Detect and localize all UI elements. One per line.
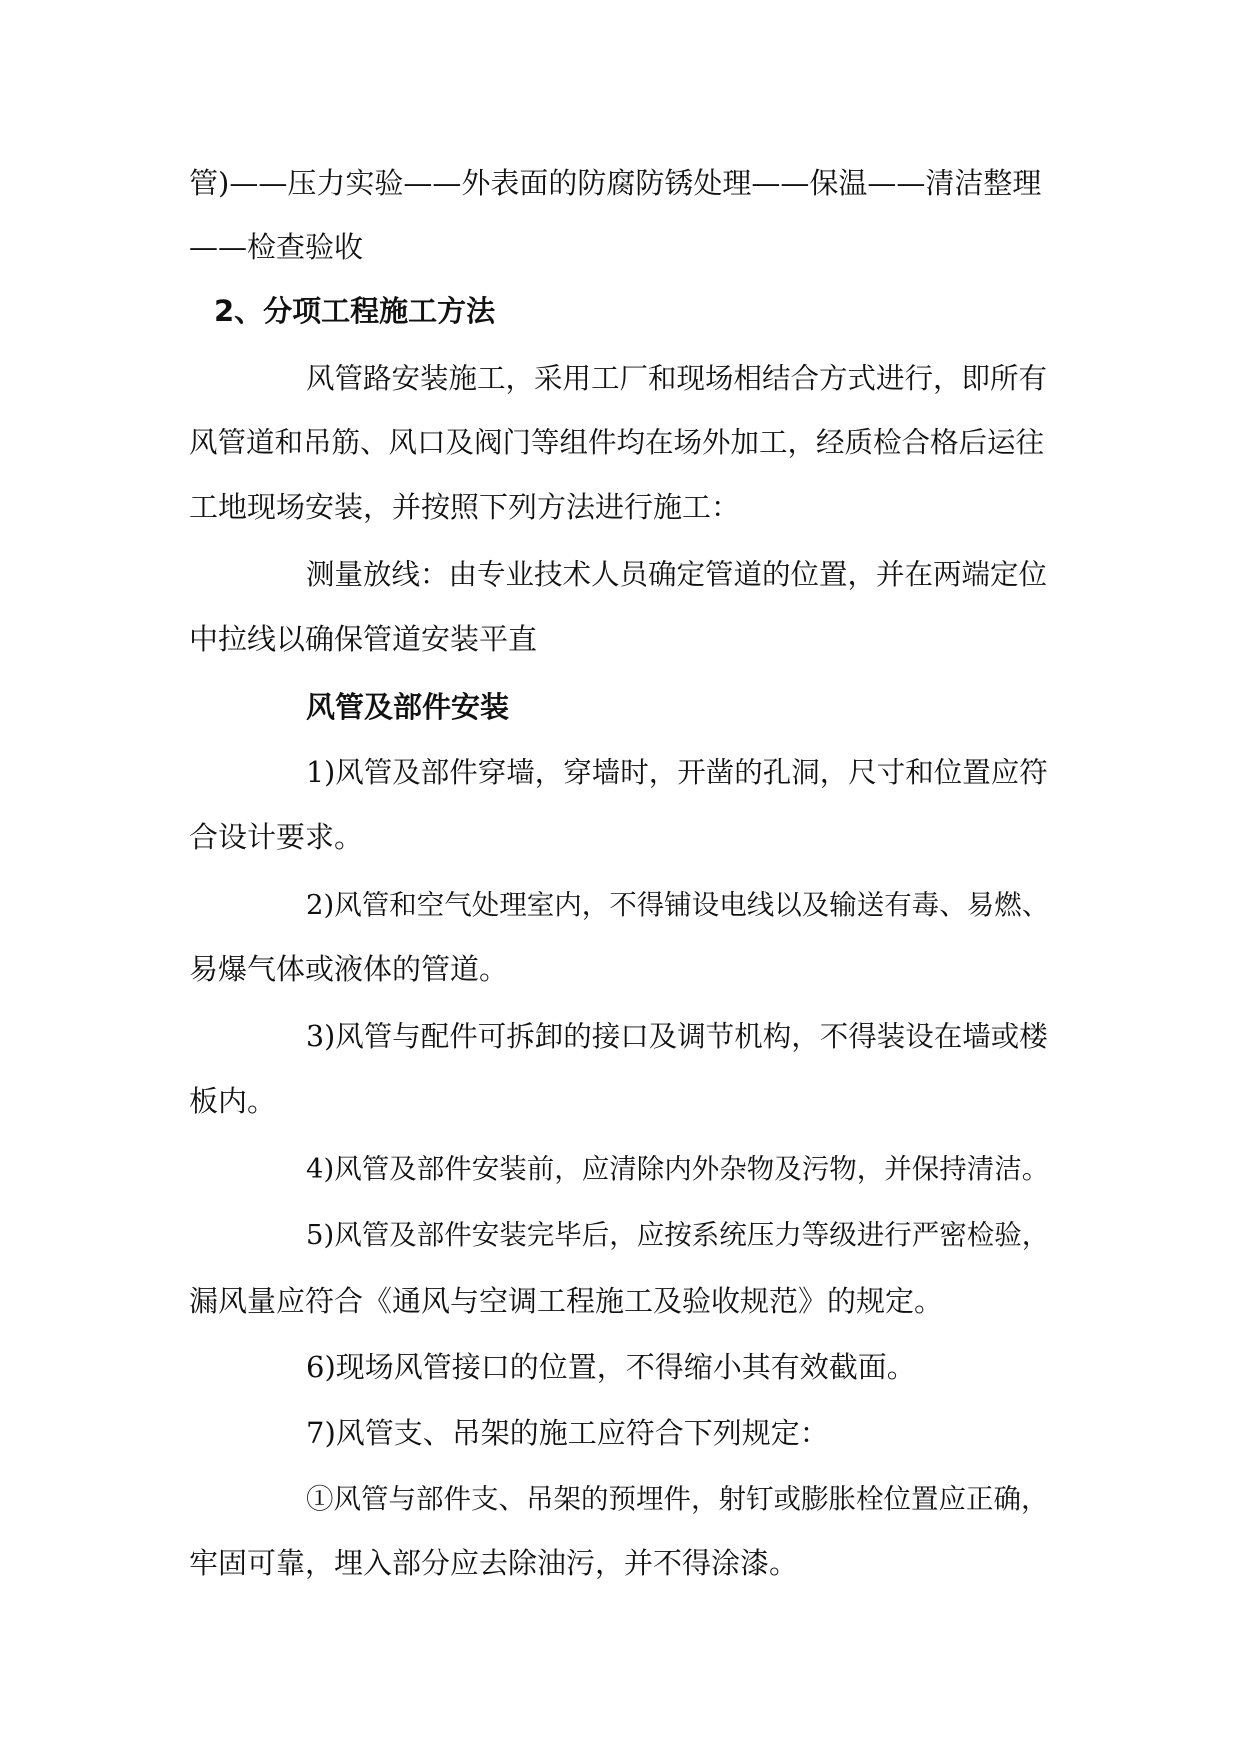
text-line-7: 测量放线：由专业技术人员确定管道的位置，并在两端定位 (306, 558, 1048, 591)
text-line-4: 风管路安装施工，采用工厂和现场相结合方式进行，即所有 (306, 362, 1048, 395)
text-line-14: 3)风管与配件可拆卸的接口及调节机构，不得装设在墙或楼 (306, 1020, 1048, 1053)
text-line-13: 易爆气体或液体的管道。 (189, 952, 509, 986)
text-line-19: 6)现场风管接口的位置，不得缩小其有效截面。 (306, 1350, 916, 1384)
text-line-21: ①风管与部件支、吊架的预埋件，射钉或膨胀栓位置应正确， (306, 1483, 1049, 1515)
section-heading: 2、分项工程施工方法 (214, 294, 496, 328)
text-line-18: 漏风量应符合《通风与空调工程施工及验收规范》的规定。 (189, 1284, 944, 1318)
text-line-1: 管)——压力实验——外表面的防腐防锈处理——保温——清洁整理 (189, 166, 1042, 200)
subsection-heading: 风管及部件安装 (306, 690, 510, 724)
text-line-5: 风管道和吊筋、风口及阀门等组件均在场外加工，经质检合格后运往 (189, 426, 1045, 459)
text-line-15: 板内。 (189, 1084, 277, 1118)
text-line-16: 4)风管及部件安装前，应清除内外杂物及污物，并保持清洁。 (306, 1153, 1050, 1185)
text-line-11: 合设计要求。 (189, 820, 364, 854)
text-line-12: 2)风管和空气处理室内，不得铺设电线以及输送有毒、易燃、 (306, 889, 1050, 921)
text-line-8: 中拉线以确保管道安装平直 (189, 622, 538, 656)
text-line-2: ——检查验收 (189, 230, 364, 264)
text-line-17: 5)风管及部件安装完毕后，应按系统压力等级进行严密检验， (306, 1219, 1050, 1251)
text-line-20: 7)风管支、吊架的施工应符合下列规定： (306, 1416, 829, 1450)
text-line-6: 工地现场安装，并按照下列方法进行施工： (189, 490, 741, 524)
text-line-10: 1)风管及部件穿墙，穿墙时，开凿的孔洞，尺寸和位置应符 (306, 756, 1048, 789)
text-line-22: 牢固可靠，埋入部分应去除油污，并不得涂漆。 (189, 1546, 799, 1580)
